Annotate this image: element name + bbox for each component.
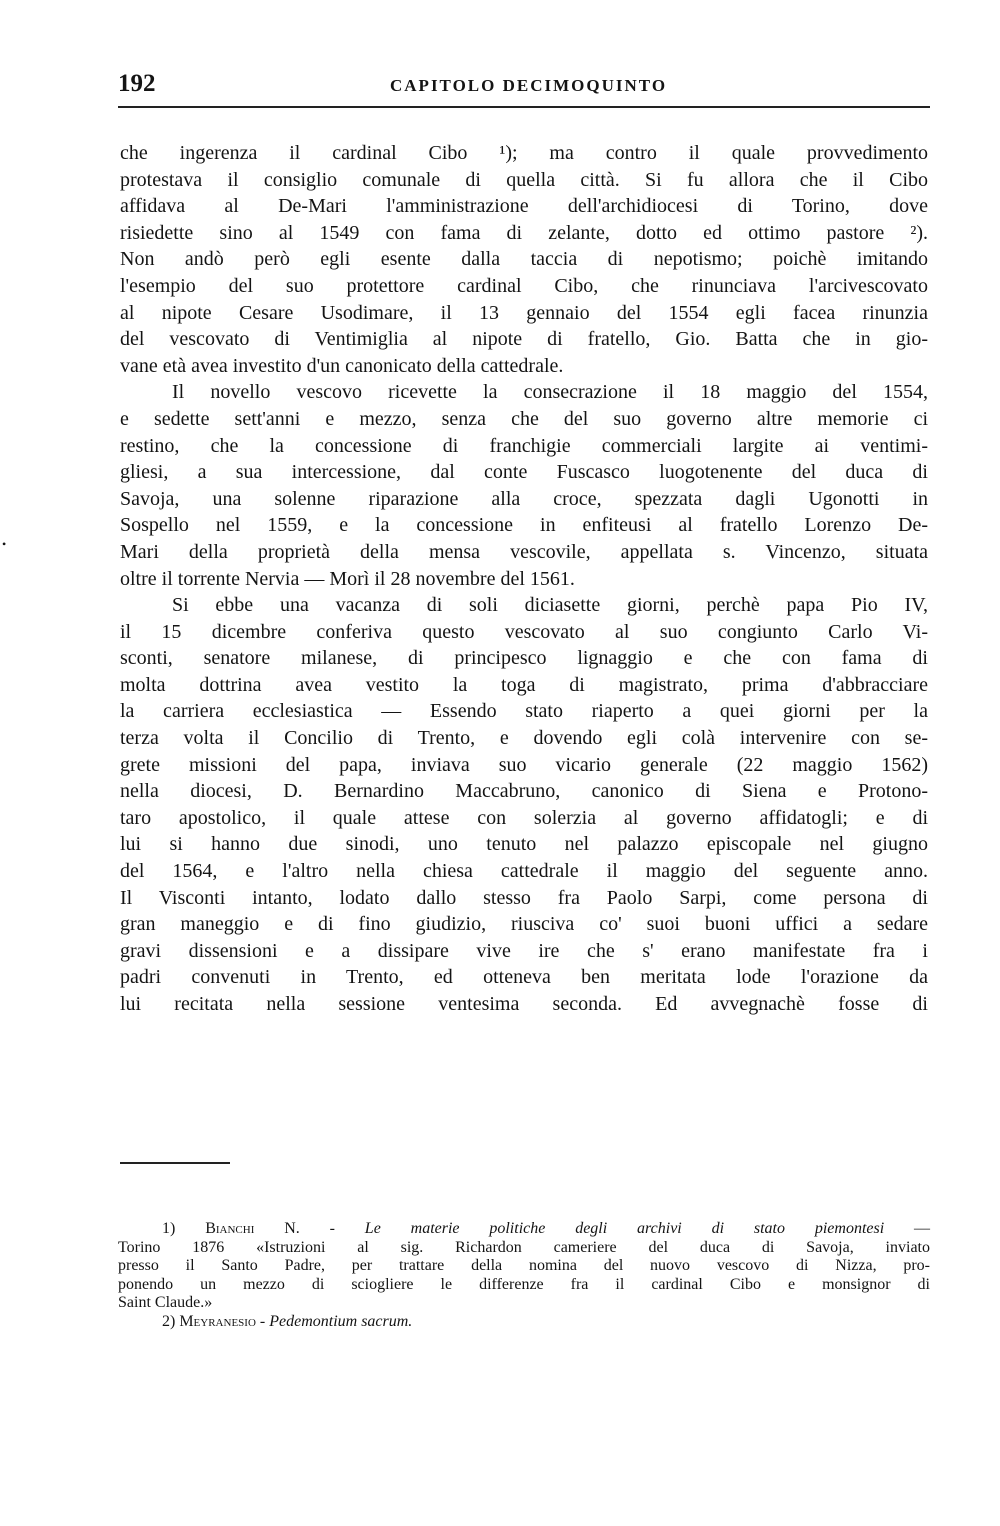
text-line: lui si hanno due sinodi, uno tenuto nel palazzo episcopale nel giugno — [120, 833, 928, 856]
text-line: oltre il torrente Nervia — Morì il 28 novembre del 1561. — [120, 567, 575, 590]
text-line: sconti, senatore milanese, di principesco lignaggio e che con fama di — [120, 647, 928, 670]
text-line: Mari della proprietà della mensa vescovile, appellata s. Vincenzo, situata — [120, 540, 928, 563]
footnote-2 — [118, 1313, 930, 1332]
page-header — [118, 70, 930, 102]
text-line: che ingerenza il cardinal Cibo ¹); ma contro il quale provvedimento — [120, 142, 928, 164]
footnote-title: Pedemontium sacrum. — [269, 1312, 413, 1330]
footnote-line: Saint Claude.» — [118, 1294, 213, 1311]
footnote-line: Torino 1876 «Istruzioni al sig. Richardon cameriere del duca di Savoja, inviato — [118, 1238, 930, 1256]
text-line: lui recitata nella sessione ventesima seconda. Ed avvegnachè fosse di — [120, 993, 928, 1015]
text-line: taro apostolico, il quale attese con solerzia al governo affidatogli; e di — [120, 806, 928, 829]
text-line: Savoja, una solenne riparazione alla croce, spezzata dagli Ugonotti in — [120, 487, 928, 510]
footnote-line — [118, 1220, 930, 1239]
footnote-author: Bianchi N. — [205, 1220, 300, 1237]
footnote-1 — [118, 1220, 930, 1313]
footnote-separator: - — [255, 1312, 270, 1330]
text-line: nella diocesi, D. Bernardino Maccabruno, canonico di Siena e Protono- — [120, 780, 928, 803]
footnote-rule — [120, 1162, 230, 1164]
text-line: molta dottrina avea vestito la toga di magistrato, prima d'abbracciare — [120, 673, 928, 696]
text-line: restino, che la concessione di franchigie commerciali largite ai ventimi- — [120, 434, 928, 457]
text-line: e sedette sett'anni e mezzo, senza che del suo governo altre memorie ci — [120, 407, 928, 430]
text-line: l'esempio del suo protettore cardinal Cibo, che rinunciava l'arcivescovato — [120, 274, 928, 297]
text-line: al nipote Cesare Usodimare, il 13 gennaio del 1554 egli facea rinunzia — [120, 301, 928, 324]
text-line: padri convenuti in Trento, ed otteneva ben meritata lode l'orazione da — [120, 966, 928, 989]
text-line: la carriera ecclesiastica — Essendo stato riaperto a quei giorni per la — [120, 700, 928, 723]
footnote-line: ponendo un mezzo di sciogliere le differenze fra il cardinal Cibo e monsignor di — [118, 1275, 930, 1293]
running-title: CAPITOLO DECIMOQUINTO — [390, 76, 668, 95]
text-line: del vescovato di Ventimiglia al nipote di fratello, Gio. Batta che in gio- — [120, 328, 928, 351]
footnote-author: Meyranesio — [179, 1312, 256, 1330]
text-line: protestava il consiglio comunale di quella città. Si fu allora che il Cibo — [120, 168, 928, 191]
footnote-line: presso il Santo Padre, per trattare della nomina del nuovo vescovo di Nizza, pro- — [118, 1257, 930, 1274]
text-line: gravi dissensioni e a dissipare vive ire che s' erano manifestate fra i — [120, 939, 928, 962]
text-line: gliesi, a sua intercessione, dal conte Fuscasco luogotenente del duca di — [120, 461, 928, 484]
page-number: 192 — [118, 70, 156, 97]
text-line: Il Visconti intanto, lodato dallo stesso fra Paolo Sarpi, come persona di — [120, 886, 928, 909]
text-line: il 15 dicembre conferiva questo vescovato al suo congiunto Carlo Vi- — [120, 620, 928, 643]
text-line: gran maneggio e di fino giudizio, riusciva co' suoi buoni uffici a sedare — [120, 913, 928, 936]
margin-mark: • — [2, 537, 7, 551]
text-line: terza volta il Concilio di Trento, e dovendo egli colà intervenire con se- — [120, 727, 928, 750]
footnotes — [118, 1220, 930, 1331]
header-rule — [118, 106, 930, 108]
footnote-marker: 1) — [162, 1220, 176, 1237]
footnote-line — [118, 1313, 930, 1332]
footnote-title: Le materie politiche degli archivi di stato piemontesi — [364, 1220, 885, 1237]
body-text — [120, 140, 928, 1018]
footnote-dash: — — [884, 1220, 931, 1237]
text-line: del 1564, e l'altro nella chiesa cattedrale il maggio del seguente anno. — [120, 860, 928, 883]
text-line: Il novello vescovo ricevette la consecrazione il 18 maggio del 1554, — [172, 381, 928, 404]
text-line: Sospello nel 1559, e la concessione in enfiteusi al fratello Lorenzo De- — [120, 514, 928, 537]
footnote-separator: - — [299, 1220, 365, 1237]
text-line: Non andò però egli esente dalla taccia di nepotismo; poichè imitando — [120, 248, 928, 271]
text-line: grete missioni del papa, inviava suo vicario generale (22 maggio 1562) — [120, 753, 928, 776]
text-line: vane età avea investito d'un canonicato della cattedrale. — [120, 354, 564, 377]
text-line: Si ebbe una vacanza di soli diciasette giorni, perchè papa Pio IV, — [172, 594, 928, 617]
text-line: risiedette sino al 1549 con fama di zelante, dotto ed ottimo pastore ²). — [120, 221, 928, 244]
footnote-marker: 2) — [162, 1312, 176, 1330]
text-line: affidava al De-Mari l'amministrazione dell'archidiocesi di Torino, dove — [120, 195, 928, 218]
